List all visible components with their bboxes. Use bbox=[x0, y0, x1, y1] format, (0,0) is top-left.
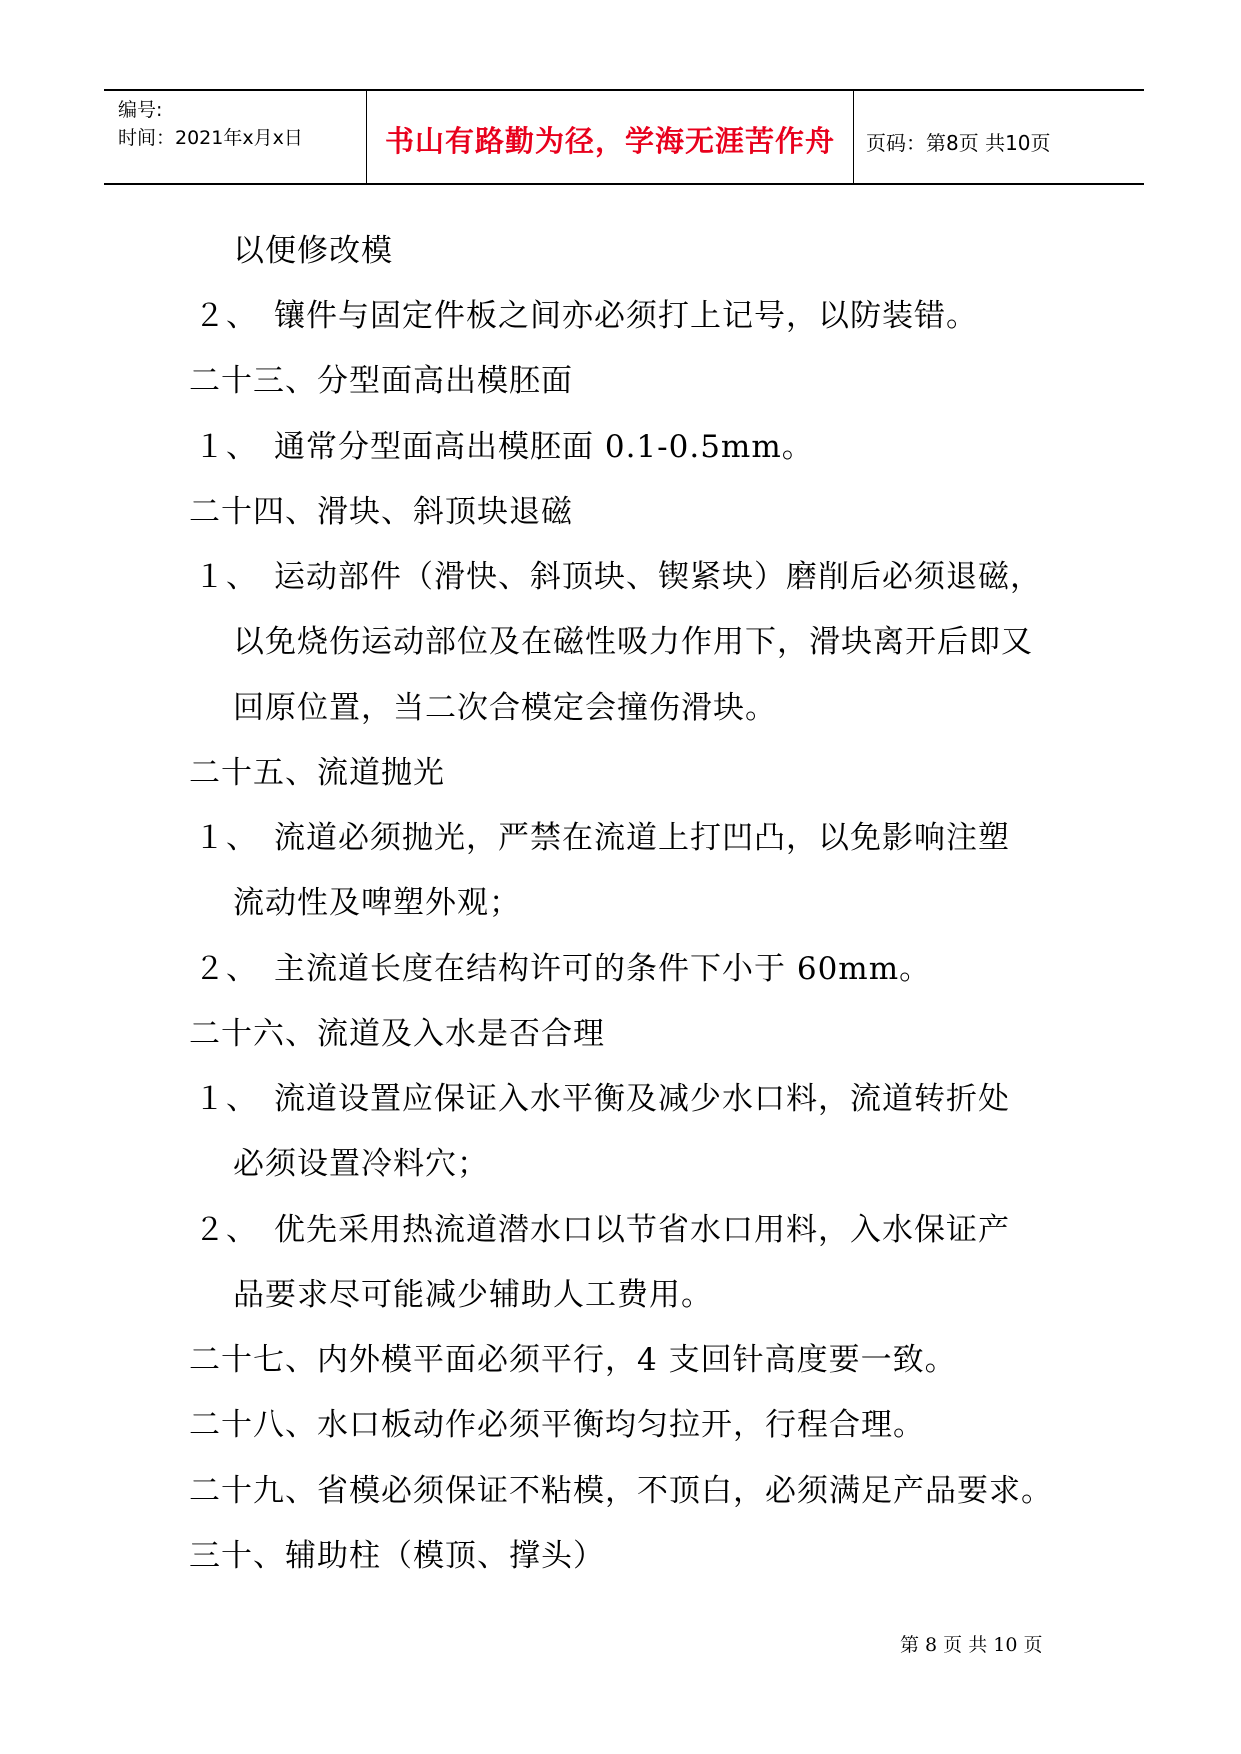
page-header bbox=[104, 89, 1144, 185]
section-heading bbox=[189, 1008, 605, 1053]
body-line bbox=[194, 943, 931, 988]
line-text: 二十五、流道抛光 bbox=[189, 755, 445, 791]
item-number: ２、 bbox=[194, 951, 258, 987]
section-heading bbox=[189, 355, 573, 400]
document-number-label: 编号: bbox=[118, 99, 163, 121]
line-text: 流动性及啤塑外观； bbox=[233, 885, 521, 921]
line-text: 二十四、滑块、斜顶块退磁 bbox=[189, 494, 573, 530]
line-text: 回原位置，当二次合模定会撞伤滑块。 bbox=[233, 690, 777, 726]
item-number: １、 bbox=[194, 820, 258, 856]
header-meta-cell bbox=[104, 91, 366, 183]
header-motto-cell bbox=[366, 91, 854, 183]
page-footer: 第 8 页 共 10 页 bbox=[900, 1634, 1043, 1656]
line-text: 二十七、内外模平面必须平行，4 支回针高度要一致。 bbox=[189, 1342, 957, 1378]
item-number: １、 bbox=[194, 559, 258, 595]
body-line bbox=[233, 877, 521, 922]
line-text: 流道设置应保证入水平衡及减少水口料，流道转折处 bbox=[274, 1081, 1010, 1117]
section-heading bbox=[189, 1399, 925, 1444]
line-text: 必须设置冷料穴； bbox=[233, 1146, 489, 1182]
line-text: 三十、辅助柱（模顶、撑头） bbox=[189, 1538, 605, 1574]
line-text: 二十九、省模必须保证不粘模，不顶白，必须满足产品要求。 bbox=[189, 1473, 1053, 1509]
line-text: 品要求尽可能减少辅助人工费用。 bbox=[233, 1277, 713, 1313]
body-line bbox=[233, 225, 393, 270]
item-number: ２、 bbox=[194, 1212, 258, 1248]
line-text: 二十八、水口板动作必须平衡均匀拉开，行程合理。 bbox=[189, 1407, 925, 1443]
header-page-cell bbox=[854, 91, 1144, 183]
line-text: 以便修改模 bbox=[233, 233, 393, 269]
section-heading bbox=[189, 747, 445, 792]
body-line bbox=[233, 1138, 489, 1183]
header-page-info: 页码：第8页 共10页 bbox=[866, 131, 1051, 155]
line-text: 优先采用热流道潜水口以节省水口用料，入水保证产 bbox=[274, 1212, 1010, 1248]
body-line bbox=[194, 551, 1042, 596]
line-text: 流道必须抛光，严禁在流道上打凹凸，以免影响注塑 bbox=[274, 820, 1010, 856]
section-heading bbox=[189, 1465, 1053, 1510]
header-motto: 书山有路勤为径，学海无涯苦作舟 bbox=[384, 124, 835, 158]
document-time-label: 时间：2021年x月x日 bbox=[118, 127, 303, 149]
line-text: 主流道长度在结构许可的条件下小于 60mm。 bbox=[274, 951, 932, 987]
section-heading bbox=[189, 1334, 957, 1379]
section-heading bbox=[189, 1530, 605, 1575]
body-line bbox=[233, 616, 1033, 661]
body-line bbox=[194, 290, 978, 335]
line-text: 二十六、流道及入水是否合理 bbox=[189, 1016, 605, 1052]
body-line bbox=[194, 1073, 1010, 1118]
item-number: １、 bbox=[194, 1081, 258, 1117]
body-line bbox=[233, 1269, 713, 1314]
item-number: １、 bbox=[194, 429, 258, 465]
line-text: 运动部件（滑快、斜顶块、锲紧块）磨削后必须退磁， bbox=[274, 559, 1042, 595]
line-text: 以免烧伤运动部位及在磁性吸力作用下，滑块离开后即又 bbox=[233, 624, 1033, 660]
body-line bbox=[194, 421, 814, 466]
section-heading bbox=[189, 486, 573, 531]
body-line bbox=[194, 812, 1010, 857]
line-text: 通常分型面高出模胚面 0.1-0.5mm。 bbox=[274, 429, 814, 465]
line-text: 镶件与固定件板之间亦必须打上记号，以防装错。 bbox=[274, 298, 978, 334]
line-text: 二十三、分型面高出模胚面 bbox=[189, 363, 573, 399]
body-line bbox=[233, 682, 777, 727]
item-number: ２、 bbox=[194, 298, 258, 334]
body-line bbox=[194, 1204, 1010, 1249]
